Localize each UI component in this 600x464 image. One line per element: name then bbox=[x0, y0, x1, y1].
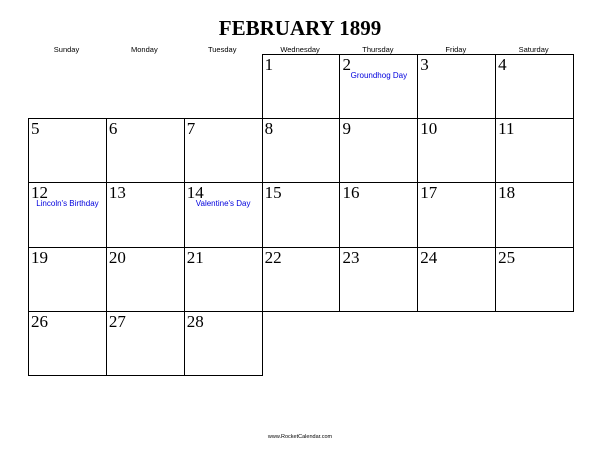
day-cell bbox=[417, 247, 496, 312]
holiday-label: Groundhog Day bbox=[350, 71, 408, 80]
day-cell bbox=[262, 118, 341, 183]
day-number: 24 bbox=[420, 247, 438, 267]
day-number: 27 bbox=[108, 311, 126, 331]
day-number: 28 bbox=[186, 311, 204, 331]
day-cell bbox=[262, 247, 341, 312]
footer-credit: www.RocketCalendar.com bbox=[267, 434, 333, 440]
weekday-friday: Friday bbox=[445, 45, 467, 54]
day-cell bbox=[184, 311, 263, 376]
day-cell bbox=[339, 118, 418, 183]
weekday-tuesday: Tuesday bbox=[207, 45, 237, 54]
day-number: 6 bbox=[108, 119, 118, 139]
calendar-grid bbox=[28, 54, 573, 374]
holiday-label: Lincoln's Birthday bbox=[36, 199, 99, 209]
day-number: 17 bbox=[420, 183, 438, 203]
day-number: 2 bbox=[342, 55, 351, 74]
day-number: 22 bbox=[264, 247, 282, 267]
day-number: 9 bbox=[342, 119, 351, 139]
holiday-label: Valentine's Day bbox=[195, 199, 251, 209]
day-cell bbox=[106, 247, 185, 312]
day-cell bbox=[417, 54, 496, 119]
day-number: 26 bbox=[31, 311, 48, 331]
day-cell bbox=[495, 54, 574, 119]
day-cell bbox=[495, 118, 574, 183]
day-number: 4 bbox=[498, 55, 507, 74]
day-number: 1 bbox=[264, 55, 274, 74]
weekday-sunday: Sunday bbox=[53, 45, 80, 54]
day-number: 7 bbox=[186, 119, 196, 139]
day-number: 18 bbox=[498, 183, 516, 203]
day-cell bbox=[417, 182, 496, 247]
day-cell bbox=[28, 311, 107, 376]
day-cell bbox=[28, 182, 107, 247]
day-cell bbox=[262, 54, 341, 119]
day-cell bbox=[417, 118, 496, 183]
day-number: 3 bbox=[420, 55, 429, 74]
weekday-monday: Monday bbox=[131, 45, 158, 54]
day-cell bbox=[106, 182, 185, 247]
weekday-saturday: Saturday bbox=[518, 45, 549, 54]
day-cell bbox=[184, 118, 263, 183]
day-cell bbox=[339, 247, 418, 312]
day-number: 11 bbox=[498, 119, 515, 139]
day-cell bbox=[339, 54, 418, 119]
day-number: 8 bbox=[264, 119, 274, 139]
day-number: 15 bbox=[264, 183, 282, 203]
calendar-title: FEBRUARY 1899 bbox=[218, 16, 382, 40]
day-cell bbox=[184, 182, 263, 247]
day-number: 16 bbox=[342, 183, 360, 203]
day-number: 13 bbox=[108, 183, 126, 203]
weekday-wednesday: Wednesday bbox=[280, 45, 320, 54]
day-cell bbox=[339, 182, 418, 247]
day-number: 19 bbox=[31, 247, 48, 267]
weekday-thursday: Thursday bbox=[362, 45, 394, 54]
day-number: 21 bbox=[186, 247, 204, 267]
day-number: 14 bbox=[186, 183, 204, 203]
day-cell bbox=[184, 247, 263, 312]
day-cell bbox=[495, 182, 574, 247]
day-cell bbox=[28, 247, 107, 312]
day-cell bbox=[495, 247, 574, 312]
day-cell bbox=[28, 118, 107, 183]
day-number: 5 bbox=[31, 119, 40, 139]
day-cell bbox=[106, 118, 185, 183]
day-number: 10 bbox=[420, 119, 438, 139]
day-number: 23 bbox=[342, 247, 360, 267]
day-number: 25 bbox=[498, 247, 516, 267]
day-number: 20 bbox=[108, 247, 126, 267]
day-cell bbox=[262, 182, 341, 247]
day-cell bbox=[106, 311, 185, 376]
day-number: 12 bbox=[31, 183, 48, 203]
